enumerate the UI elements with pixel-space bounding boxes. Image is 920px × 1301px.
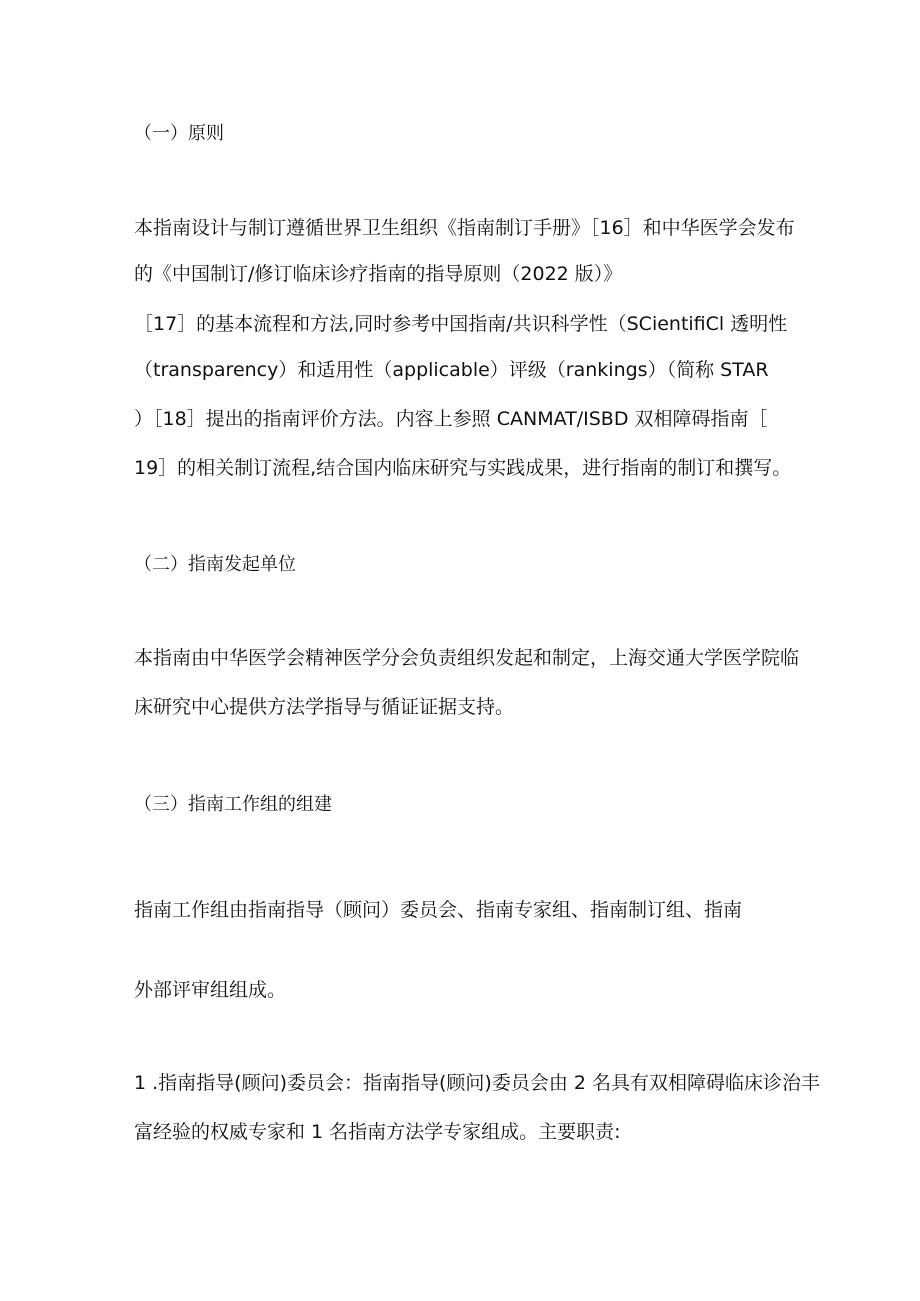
- list-item-line: 1 .指南指导(顾问)委员会：指南指导(顾问)委员会由 2 名具有双相障碍临床诊治丰: [134, 1072, 820, 1094]
- section-heading-principles: （一）原则: [134, 123, 224, 144]
- paragraph-line: 指南工作组由指南指导（顾问）委员会、指南专家组、指南制订组、指南: [134, 899, 743, 921]
- paragraph-line: 19］的相关制订流程,结合国内临床研究与实践成果，进行指南的制订和撰写。: [134, 457, 792, 479]
- paragraph-line: 本指南由中华医学会精神医学分会负责组织发起和制定，上海交通大学医学院临: [134, 647, 800, 669]
- section-heading-initiator: （二）指南发起单位: [134, 554, 296, 575]
- paragraph-line: ）［18］提出的指南评价方法。内容上参照 CANMAT/ISBD 双相障碍指南［: [134, 408, 768, 430]
- paragraph-line: （transparency）和适用性（applicable）评级（rankings）（简称 STAR: [134, 359, 769, 381]
- paragraph-line: ［17］的基本流程和方法,同时参考中国指南/共识科学性（SCientifiCl 透明性: [134, 313, 788, 335]
- paragraph-line: 的《中国制订/修订临床诊疗指南的指导原则（2022 版）》: [134, 263, 623, 285]
- paragraph-line: 外部评审组组成。: [134, 979, 287, 1001]
- list-item-line: 富经验的权威专家和 1 名指南方法学专家组成。主要职责:: [134, 1121, 621, 1143]
- paragraph-line: 本指南设计与制订遵循世界卫生组织《指南制订手册》［16］和中华医学会发布: [134, 217, 795, 239]
- paragraph-line: 床研究中心提供方法学指导与循证证据支持。: [134, 696, 515, 718]
- section-heading-working-group: （三）指南工作组的组建: [134, 794, 332, 815]
